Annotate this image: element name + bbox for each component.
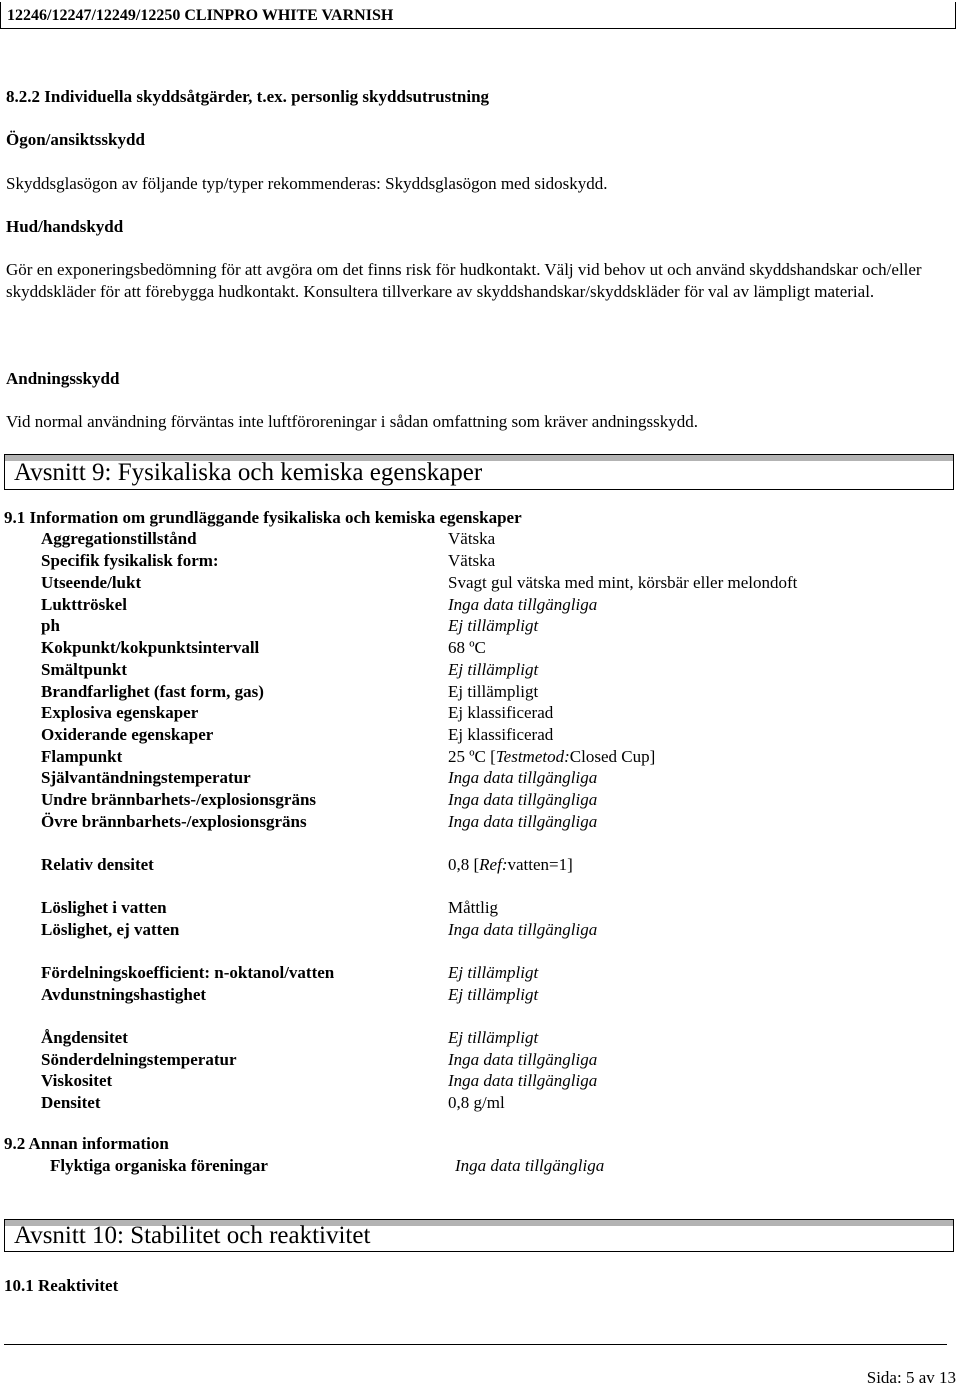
property-label: Specifik fysikalisk form: bbox=[41, 551, 219, 570]
skin-protection-title: Hud/handskydd bbox=[6, 217, 124, 236]
property-label: Utseende/lukt bbox=[41, 573, 142, 592]
heading-8-2-2: 8.2.2 Individuella skyddsåtgärder, t.ex. personlig skyddsutrustning bbox=[6, 87, 490, 106]
property-label: Kokpunkt/kokpunktsintervall bbox=[41, 638, 260, 657]
section-10-title: Avsnitt 10: Stabilitet och reaktivitet bbox=[14, 1222, 371, 1249]
property-value: Ej klassificerad bbox=[448, 703, 554, 722]
property-label: Smältpunkt bbox=[41, 660, 127, 679]
section-10-header bbox=[4, 1219, 954, 1252]
section-9-header bbox=[4, 454, 954, 490]
footer-rule bbox=[4, 1344, 947, 1345]
property-value: Vätska bbox=[448, 551, 496, 570]
property-value: Vätska bbox=[448, 529, 496, 548]
property-label: Avdunstningshastighet bbox=[41, 985, 207, 1004]
property-value: Inga data tillgängliga bbox=[448, 595, 598, 614]
property-value: Svagt gul vätska med mint, körsbär eller melondoft bbox=[448, 573, 798, 592]
document-header: 12246/12247/12249/12250 CLINPRO WHITE VARNISH bbox=[0, 2, 956, 29]
heading-10-1: 10.1 Reaktivitet bbox=[4, 1276, 119, 1295]
property-label: Löslighet i vatten bbox=[41, 898, 167, 917]
eye-protection-title: Ögon/ansiktsskydd bbox=[6, 130, 145, 149]
property-label: Undre brännbarhets-/explosionsgräns bbox=[41, 790, 317, 809]
property-label: Viskositet bbox=[41, 1071, 113, 1090]
respiratory-protection-title: Andningsskydd bbox=[6, 369, 120, 388]
page-number: Sida: 5 av 13 bbox=[866, 1368, 956, 1387]
heading-9-2: 9.2 Annan information bbox=[4, 1134, 169, 1153]
section-9-title: Avsnitt 9: Fysikaliska och kemiska egenskaper bbox=[14, 459, 483, 486]
property-value: 0,8 g/ml bbox=[448, 1093, 505, 1112]
skin-protection-text: Gör en exponeringsbedömning för att avgöra om det finns risk för hudkontakt. Välj vid behov ut och använd skyddshandskar och/eller skyddskläder för att förebygga hudkontakt. Konsultera tillverkare av skyddshandskar/skyddskläder för val av lämpligt material. bbox=[6, 260, 922, 301]
property-value: Inga data tillgängliga bbox=[448, 1071, 598, 1090]
property-label: Explosiva egenskaper bbox=[41, 703, 199, 722]
voc-value: Inga data tillgängliga bbox=[455, 1156, 605, 1175]
property-label: Aggregationstillstånd bbox=[41, 529, 197, 548]
property-value: 0,8 [Ref:vatten=1] bbox=[448, 855, 573, 874]
property-label: Fördelningskoefficient: n-oktanol/vatten bbox=[41, 963, 335, 982]
property-value: Måttlig bbox=[448, 898, 499, 917]
property-label: Övre brännbarhets-/explosionsgräns bbox=[41, 812, 307, 831]
heading-9-1: 9.1 Information om grundläggande fysikaliska och kemiska egenskaper bbox=[4, 508, 522, 527]
voc-label: Flyktiga organiska föreningar bbox=[50, 1156, 268, 1175]
property-value: Inga data tillgängliga bbox=[448, 1050, 598, 1069]
property-label: Sönderdelningstemperatur bbox=[41, 1050, 237, 1069]
property-value: Ej klassificerad bbox=[448, 725, 554, 744]
property-label: Löslighet, ej vatten bbox=[41, 920, 180, 939]
property-value: Inga data tillgängliga bbox=[448, 768, 598, 787]
property-value: Ej tillämpligt bbox=[448, 985, 539, 1004]
property-value: Inga data tillgängliga bbox=[448, 812, 598, 831]
property-value: Inga data tillgängliga bbox=[448, 790, 598, 809]
property-label: Flampunkt bbox=[41, 747, 123, 766]
property-label: Relativ densitet bbox=[41, 855, 154, 874]
property-value: Inga data tillgängliga bbox=[448, 920, 598, 939]
property-value: Ej tillämpligt bbox=[448, 1028, 539, 1047]
property-label: Självantändningstemperatur bbox=[41, 768, 251, 787]
eye-protection-text: Skyddsglasögon av följande typ/typer rekommenderas: Skyddsglasögon med sidoskydd. bbox=[6, 174, 608, 193]
property-value: 68 ºC bbox=[448, 638, 486, 657]
property-label: ph bbox=[41, 616, 60, 635]
property-value: Ej tillämpligt bbox=[448, 616, 539, 635]
property-label: Densitet bbox=[41, 1093, 101, 1112]
property-label: Brandfarlighet (fast form, gas) bbox=[41, 682, 264, 701]
property-label: Lukttröskel bbox=[41, 595, 127, 614]
property-value: Ej tillämpligt bbox=[448, 682, 539, 701]
property-value: Ej tillämpligt bbox=[448, 963, 539, 982]
property-value: 25 ºC [Testmetod:Closed Cup] bbox=[448, 747, 656, 766]
property-value: Ej tillämpligt bbox=[448, 660, 539, 679]
property-label: Oxiderande egenskaper bbox=[41, 725, 214, 744]
respiratory-protection-text: Vid normal användning förväntas inte luftföroreningar i sådan omfattning som kräver andningsskydd. bbox=[6, 412, 699, 431]
property-label: Ångdensitet bbox=[41, 1028, 128, 1047]
